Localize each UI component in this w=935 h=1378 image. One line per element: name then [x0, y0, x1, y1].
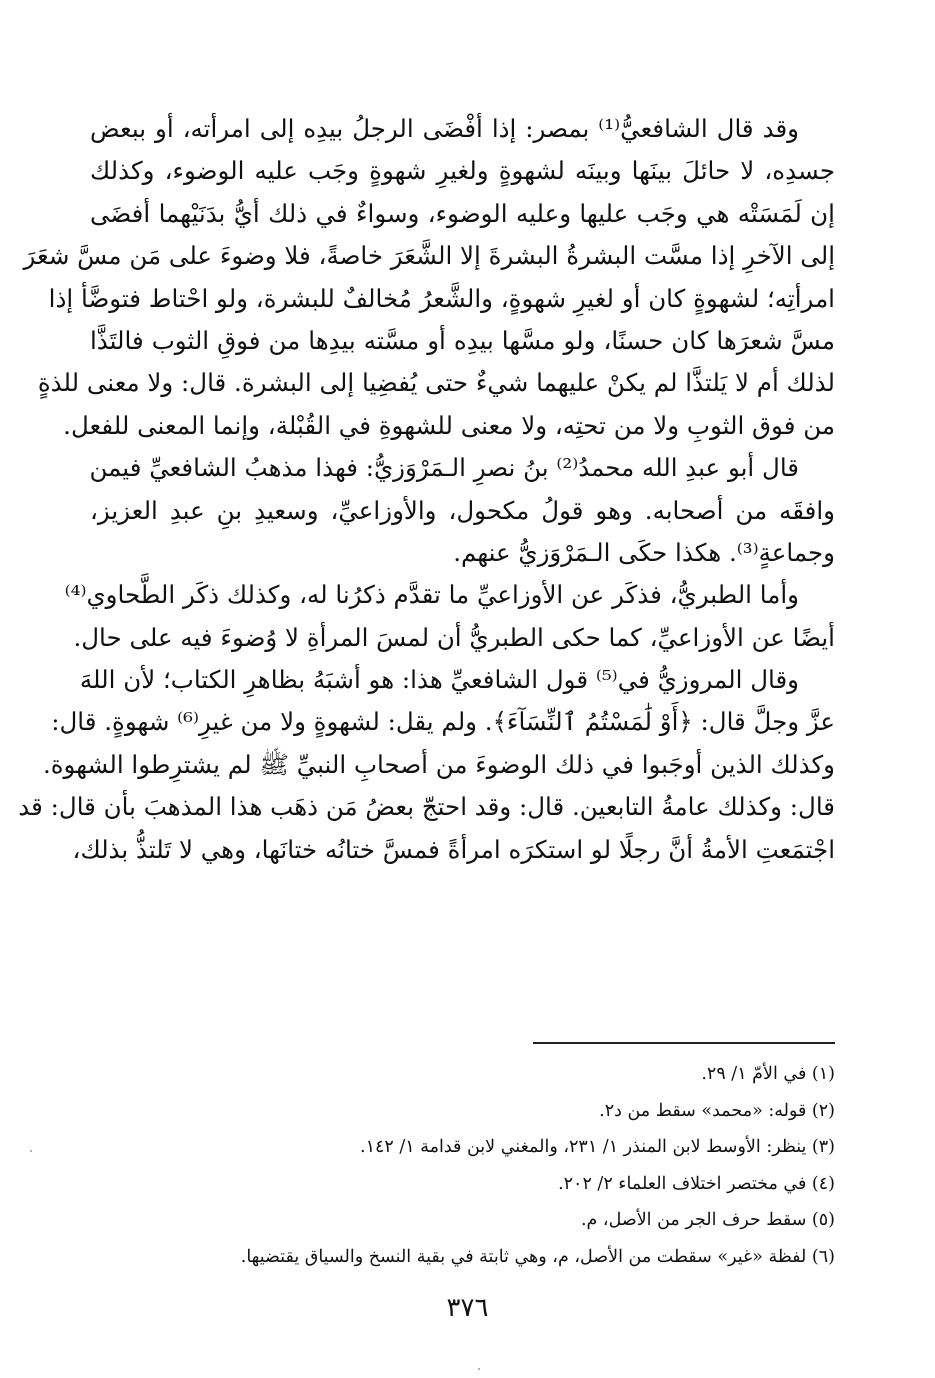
- text-line: اجْتمَعتِ الأمةُ أنَّ رجلًا لو استكرَه امرأةً فمسَّ ختانُه ختانَها، وهي لا تَلتذُّ بذلك،: [72, 834, 835, 864]
- text-line: قال: وكذلك عامةُ التابعين. قال: وقد احتجّ بعضُ مَن ذهَب هذا المذهبَ بأن قال: قد: [18, 792, 835, 822]
- text-line: وكذلك الذين أوجَبوا في ذلك الوضوءَ من أصحابِ النبيِّ ﷺ لم يشترِطوا الشهوة.: [42, 749, 835, 779]
- footnote-1: (١) في الأمّ ١/ ٢٩.: [701, 1064, 835, 1084]
- text-line: وقال المروزيُّ في⁽⁵⁾ قول الشافعيِّ هذا: هو أشبَهُ بظاهرِ الكتاب؛ لأن اللهَ: [79, 665, 799, 695]
- footnote-4: (٤) في مختصر اختلاف العلماء ٢/ ٢٠٢.: [558, 1173, 835, 1194]
- text-line: لذلك أم لا يَلتذَّا لم يكنْ عليهما شيءٌ حتى يُفضِيا إلى البشرة. قال: ولا معنى للذةٍ: [37, 368, 835, 398]
- text-line: جسدِه، لا حائلَ بينَها وبينَه لشهوةٍ ولغيرِ شهوةٍ وجَب عليه الوضوء، وكذلك: [90, 156, 835, 186]
- page-number: ٣٧٦: [446, 1293, 489, 1323]
- text-line: أيضًا عن الأوزاعيِّ، كما حكى الطبريُّ أن لمسَ المرأةِ لا وُضوءَ فيه على حال.: [73, 622, 835, 652]
- main-text: [18, 108, 835, 871]
- footnotes: [90, 1056, 835, 1276]
- footnote-6: (٦) لفظة «غير» سقطت من الأصل، م، وهي ثابتة في بقية النسخ والسياق يقتضيها.: [240, 1246, 835, 1267]
- scan-speck: [478, 1368, 480, 1370]
- text-line: مسَّ شعرَها كان حسنًا، ولو مسَّها بيدِه أو مسَّته بيدِها من فوقِ الثوب فالتَذَّا: [90, 325, 835, 355]
- footnote-3: (٣) ينظر: الأوسط لابن المنذر ١/ ٢٣١، والمغني لابن قدامة ١/ ١٤٢.: [360, 1137, 835, 1158]
- text-line: إن لَمَسَتْه هي وجَب عليها وعليه الوضوء، وسواءٌ في ذلك أيُّ بدَنَيْهما أفضَى: [90, 198, 835, 228]
- text-line: وافقَه من أصحابه. وهو قولُ مكحول، والأوزاعيِّ، وسعيدِ بنِ عبدِ العزيز،: [90, 495, 835, 525]
- text-line: عزَّ وجلَّ قال: ﴿أَوْ لَٰمَسْتُمُ ٱلنِّسَآءَ﴾. ولم يقل: لشهوةٍ ولا من غيرِ⁽⁶⁾ شهوةٍ. قال:: [51, 707, 835, 737]
- text-line: وجماعةٍ⁽³⁾. هكذا حكَى الـمَرْوَزيُّ عنهم.: [453, 537, 835, 567]
- text-line: إلى الآخرِ إذا مسَّت البشرةُ البشرةَ إلا الشَّعَرَ خاصةً، فلا وضوءَ على مَن مسَّ شعَرَ: [23, 241, 835, 271]
- text-line: من فوق الثوبِ ولا من تحتِه، ولا معنى للشهوةِ في القُبْلة، وإنما المعنى للفعل.: [63, 410, 835, 440]
- text-line: قال أبو عبدِ الله محمدُ⁽²⁾ بنُ نصرِ الـمَرْوَزيُّ: فهذا مذهبُ الشافعيِّ فيمن: [89, 453, 799, 483]
- text-line: وقد قال الشافعيُّ⁽¹⁾ بمصر: إذا أفْضَى الرجلُ بيدِه إلى امرأته، أو ببعض: [90, 114, 799, 143]
- text-line: وأما الطبريُّ، فذكَر عن الأوزاعيِّ ما تقدَّم ذكرُنا له، وكذلك ذكَر الطَّحاوي⁽⁴⁾: [64, 580, 799, 610]
- page: [18, 108, 835, 1267]
- scan-speck: [30, 1150, 32, 1152]
- footnote-5: (٥) سقط حرف الجر من الأصل، م.: [580, 1210, 835, 1231]
- text-line: امرأتِه؛ لشهوةٍ كان أو لغيرِ شهوةٍ، والشَّعرُ مُخالفٌ للبشرة، ولو احْتاط فتوضَّأ إذا: [48, 283, 835, 313]
- footnote-divider: [533, 1042, 835, 1044]
- footnote-2: (٢) قوله: «محمد» سقط من د٢.: [599, 1100, 835, 1121]
